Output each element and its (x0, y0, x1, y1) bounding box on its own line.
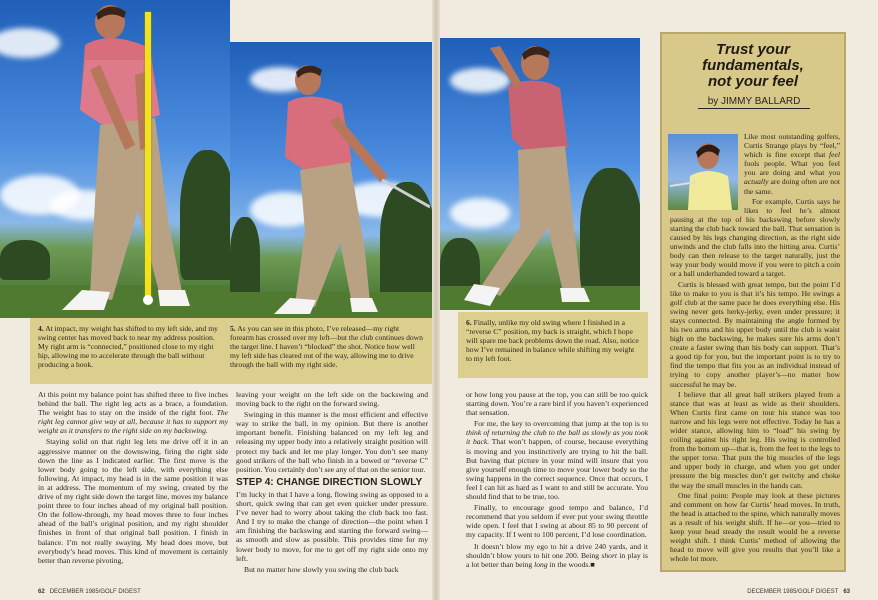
paragraph: One final point: People may look at these pictures and comment on how far Curtis’ head moves. In truth, the head is attached to the spine, which naturally moves as a result of his weight shift. If he—or you—tried to keep your head steady the result would be a reverse weight shift. I think Curtis’ method of allowing the head to move will give you results that you’ll like a whole lot more. (670, 490, 840, 564)
alignment-rod (145, 12, 151, 302)
caption-text: At impact, my weight has shifted to my left side, and my swing center has moved back to near my address position. My right arm is “connected,” positioned close to my right hip, allowing me to accelerate through the ball without producing a hook. (38, 324, 218, 369)
article-column-3 (466, 390, 648, 586)
caption-photo-5 (222, 318, 432, 384)
paragraph: or how long you pause at the top, you can still be too quick starting down. You’re a rare bird if you haven’t experienced that sensation. (466, 390, 648, 418)
sidebar-title: Trust your fundamentals, not your feel (702, 41, 804, 90)
page-gutter (432, 0, 440, 600)
page-number-left: 62 (38, 589, 45, 595)
sidebar-box (660, 32, 846, 572)
article-column-1 (38, 390, 228, 586)
caption-text: Finally, unlike my old swing where I finished in a “reverse C” position, my back is straight, which I hope will spare me back problems down the road. Also, notice how I’ve remained in balance while shifting my weight to my left foot. (466, 318, 639, 363)
paragraph: Like most outstanding golfers, Curtis Strange plays by “feel,” which is fine except that feel fools people. What you feel you are doing and what you actually are doing often are not the same. (744, 132, 840, 196)
section-heading: STEP 4: CHANGE DIRECTION SLOWLY (236, 476, 423, 488)
page-number-right: 63 (843, 589, 850, 595)
golfer-figure-release (260, 62, 430, 318)
swing-photo-impact (0, 0, 230, 318)
paragraph: Finally, to encourage good tempo and balance, I’d recommend that you seldom if ever put your swing throttle wide open. I feel that I swing at about 85 to 90 percent of my capacity. If I went to 100 percent, I’d lose coordination. (466, 503, 648, 540)
caption-photo-6 (458, 312, 648, 378)
footer-left-text: DECEMBER 1985/GOLF DIGEST (49, 589, 141, 595)
paragraph: Swinging in this manner is the most efficient and effective way to strike the ball, in my opinion. But there is another important benefit. Finishing balanced on my left leg and releasing my upper body into a relatively straight position will protect my back and let me play longer. You don’t see many good strikers of the ball who finish in a bowed or “reverse C” position. You certainly don’t see any of that on the senior tour. (236, 410, 428, 474)
caption-number: 5. (230, 324, 236, 333)
paragraph: It doesn’t blow my ego to hit a drive 240 yards, and it shouldn’t blow yours to hit one 200. Being short in play is a lot better than being long in the woods.■ (466, 541, 648, 569)
swing-photo-release (230, 42, 432, 318)
article-column-2 (236, 390, 428, 586)
caption-text: As you can see in this photo, I’ve released—my right forearm has crossed over my left—but the club continues down the target line. I haven’t “blocked” the shot. Notice how well my left side has cleared out of the way, allowing me to drive through the ball with my right side. (230, 324, 423, 369)
footer-right (720, 589, 850, 595)
paragraph: But no matter how slowly you swing the club back (244, 564, 399, 574)
footer-left (38, 589, 238, 595)
paragraph: Curtis is blessed with great tempo, but the point I’d like to make to you is that it’s his tempo. He swings a golf club at the same pace he does everything else. His swing never gets herky-jerky, even under pressure; it stays connected. By maintaining the angle formed by his two arms and his upper body until the club is waist high on the backswing, he makes sure his arms don’t create a faster swing than his body can support. That’s a good tip for you, but the important point is to try to find the tempo that fits you as an individual instead of trying to copy another player’s—no matter how successful he may be. (670, 279, 840, 389)
paragraph: leaving your weight on the left side on the backswing and moving back to the right on the forward swing. (236, 390, 428, 409)
paragraph: For me, the key to overcoming that jump at the top is to think of returning the club to the ball as slowly as you took it back. That won’t happen, of course, because everything is moving and you instinctively are trying to hit the ball. But having that picture in your mind will insure that you give yourself enough time to move your lower body so the swing happens in the correct sequence. Once that occurs, I feel I can hit as hard as I want to and still be accurate. You should find that to be true, too. (466, 419, 648, 502)
footer-right-text: DECEMBER 1985/GOLF DIGEST (747, 589, 839, 595)
caption-number: 6. (466, 318, 472, 327)
paragraph: I believe that all great ball strikers played from a stance that was at least as wide as their shoulders. When Curtis first came on tour his stance was too narrow and his legs were not effective. Today he has a wider stance, allowing him to “load” his swing by coiling against his right leg. His swing is controlled from the bottom up—that is, from the feet to the legs to the upper torso. That puts the big muscles of the legs and upper body in charge, and when you get under pressure the big muscles don’t get twitchy and choke the way the small muscles in the hands can. (670, 389, 840, 490)
paragraph: I’m lucky in that I have a long, flowing swing as opposed to a short, quick swing that can get even quicker under pressure. I’ve never had to worry about taking the club back too fast. And I try to make the change of direction—the point when I am finishing the backswing and starting the forward swing—as smooth and slow as possible. This provides time for my lower body to move, for me to get off my right side onto my left. (236, 489, 428, 563)
paragraph: At this point my balance point has shifted three to five inches behind the ball. The right leg acts as a brace, a foundation. The weight has to stay on the inside of the right foot. The right leg cannot give way at all, because it has to support my weight as it transfers to the right side on my backswing. (38, 390, 228, 436)
sidebar-body (670, 132, 840, 568)
paragraph: For example, Curtis says he likes to feel he’s almost pausing at the top of his backswing before slowly starting the club back toward the ball. That sensation is caused by his legs changing direction, as the right side unwinds and the club falls into the hitting area. Curtis’ body can then release to the target naturally, just the way your body would move if you were to pitch a coin or a ball underhanded toward a target. (670, 196, 840, 279)
golfer-figure-impact (40, 0, 220, 318)
caption-number: 4. (38, 324, 44, 333)
golf-ball (143, 295, 153, 305)
caption-photo-4 (30, 318, 232, 384)
swing-photo-finish (440, 38, 640, 310)
photo-float-spacer (670, 132, 744, 214)
golfer-figure-finish (460, 38, 630, 310)
sidebar-byline: by JIMMY BALLARD (698, 96, 810, 109)
paragraph: Staying solid on that right leg lets me drive off it in an aggressive manner on the downswing, firing the right side down the line as I indicated earlier. The first move is the lower body going to the left side, with everything else following. At impact, my head is in the same position it was in at address. The momentum of my swing, created by the drive of my right side down the target line, moves my balance point three to four inches ahead of my original ball position. On the follow-through, my head moves three to four inches ahead of the ball’s original position, and my right shoulder finishes in front of that original ball position. I finish in balance. I’m not really swaying. My head does move, but everybody’s head moves. This kind of movement is certainly better than reverse pivoting, (38, 437, 228, 565)
